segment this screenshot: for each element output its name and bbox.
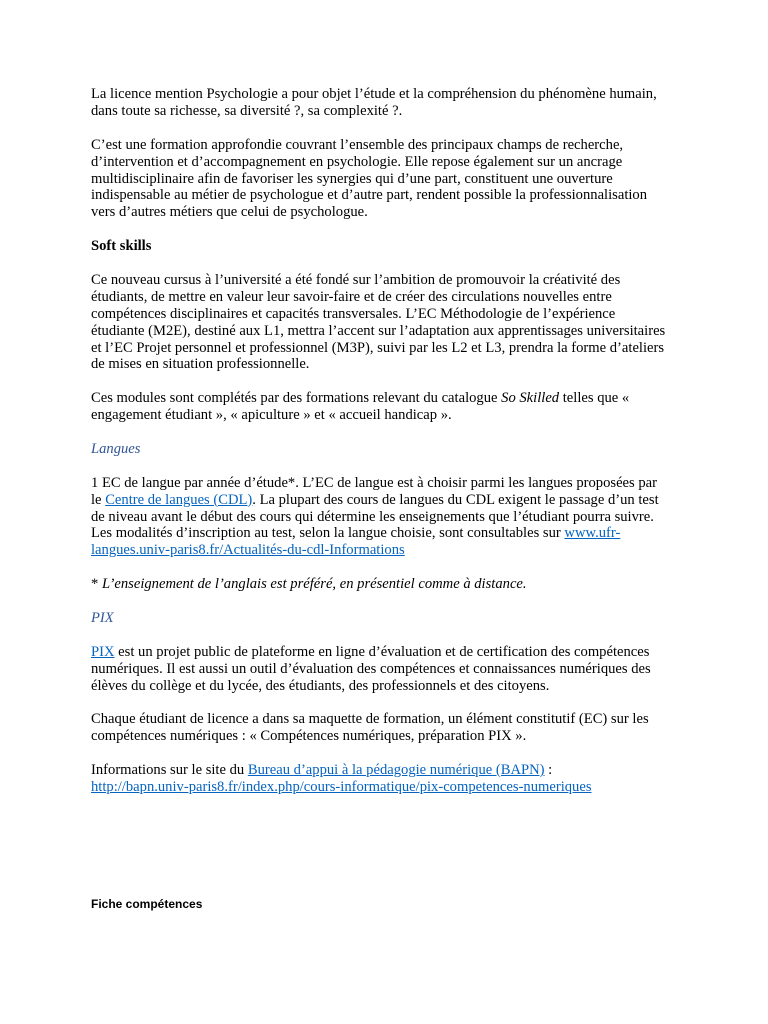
soft-skills-p2-text-after: telles que « engagement étudiant », « apiculture » et « accueil handicap ». — [91, 390, 630, 424]
cdl-informations-url-link[interactable]: www.ufr-langues.univ-paris8.fr/Actualités-du-cdl-Informations — [91, 525, 621, 559]
langues-heading: Langues — [91, 440, 141, 457]
pix-paragraph-2: Chaque étudiant de licence a dans sa maquette de formation, un élément constitutif (EC) sur les compétences numériques : « Compétences numériques, préparation PIX ». — [91, 711, 649, 745]
pix-p3-text-before: Informations sur le site du — [91, 762, 248, 779]
soft-skills-paragraph-2 — [91, 390, 671, 424]
pix-p3-text-after: : — [544, 762, 553, 779]
langues-note-text: L’enseignement de l’anglais est préféré, en présentiel comme à distance. — [101, 576, 527, 593]
soft-skills-p2-text-before: Ces modules sont complétés par des formations relevant du catalogue — [91, 390, 502, 407]
bapn-pix-url-link[interactable]: http://bapn.univ-paris8.fr/index.php/cours-informatique/pix-competences-numeriques — [91, 778, 592, 795]
pix-paragraph-3 — [91, 762, 671, 796]
soft-skills-heading: Soft skills — [91, 238, 152, 255]
pix-heading: PIX — [91, 609, 114, 626]
intro-paragraph-2: C’est une formation approfondie couvrant l’ensemble des principaux champs de recherche, d’intervention et d’accompagnement en psychologie. Elle repose également sur un ancrage multidisciplinaire afin de favoriser les synergies qui d’une part, constituent une ouverture indispensable au métier de psychologue et d’autre part, rendent possible la professionnalisation vers d’autres métiers que celui de psychologue. — [91, 136, 648, 221]
pix-link[interactable]: PIX — [91, 643, 115, 660]
bapn-link[interactable]: Bureau d’appui à la pédagogie numérique (BAPN) — [247, 762, 545, 779]
soft-skills-paragraph-1: Ce nouveau cursus à l’université a été fondé sur l’ambition de promouvoir la créativité des étudiants, de mettre en valeur leur savoir-faire et de créer des circulations nouvelles entre compétences disciplinaires et capacités transversales. L’EC Méthodologie de l’expérience étudiante (M2E), destiné aux L1, mettra l’accent sur l’adaptation aux apprentissages universitaires et l’EC Projet personnel et professionnel (M3P), suivi par les L2 et L3, prendra la forme d’ateliers de mises en situation professionnelle. — [91, 271, 666, 373]
document-body — [91, 86, 671, 813]
langues-note-star: * — [91, 576, 102, 593]
pix-paragraph-1 — [91, 644, 671, 695]
so-skilled-catalog-name: So Skilled — [501, 390, 560, 407]
fiche-competences-heading: Fiche compétences — [91, 897, 203, 911]
langues-text-after: . La plupart des cours de langues du CDL exigent le passage d’un test de niveau avant le début des cours qui détermine les enseignements que l’étudiant pourra suivre. Les modalités d’inscription au test, selon la langue choisie, sont consultables sur — [91, 491, 659, 542]
langues-text-before: 1 EC de langue par année d’étude*. L’EC de langue est à choisir parmi les langues proposées par le — [91, 474, 657, 508]
intro-paragraph-1: La licence mention Psychologie a pour objet l’étude et la compréhension du phénomène humain, dans toute sa richesse, sa diversité ?, sa complexité ?. — [91, 86, 657, 119]
langues-paragraph — [91, 475, 671, 560]
cdl-link[interactable]: Centre de langues (CDL) — [105, 491, 253, 508]
pix-p1-text: est un projet public de plateforme en ligne d’évaluation et de certification des compétences numériques. Il est aussi un outil d’évaluation des compétences et connaissances numériques des élèves du collège et du lycée, des étudiants, des professionnels et des citoyens. — [91, 643, 651, 694]
langues-note — [91, 576, 671, 593]
